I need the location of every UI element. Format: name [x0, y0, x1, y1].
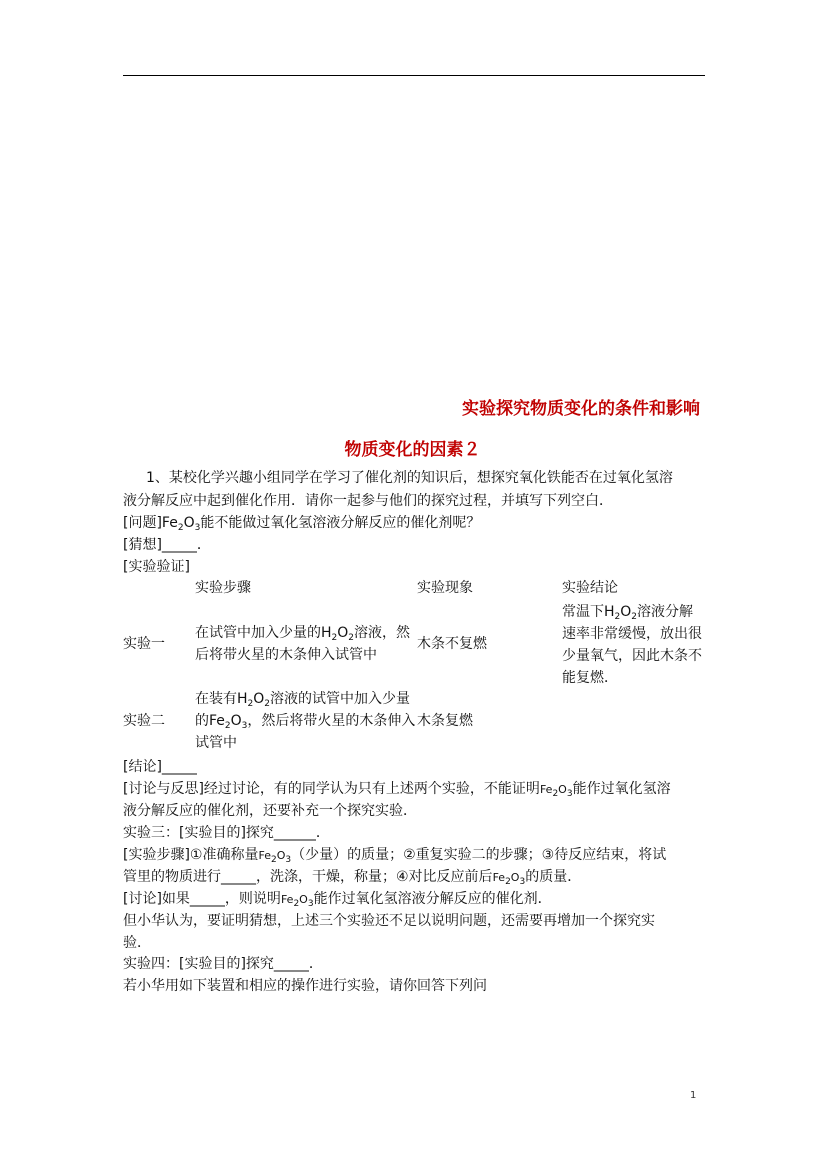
but-line-1: 但小华认为，要证明猜想，上述三个实验还不足以说明问题，还需要再增加一个探究实 — [123, 913, 655, 929]
row1-step-line2: 后将带火星的木条伸入试管中 — [195, 647, 377, 663]
question-mid: O — [183, 515, 195, 531]
conclusion-line: [结论]_____ — [123, 759, 197, 775]
disc2-o: O — [299, 893, 308, 906]
row1-conclusion-line3: 少量氧气，因此木条不 — [562, 648, 702, 664]
row1-conclusion-line2: 速率非常缓慢，放出很 — [562, 626, 702, 642]
question-sub2: 3 — [194, 523, 201, 533]
question-suffix: 能不能做过氧化氢溶液分解反应的催化剂呢？ — [200, 515, 481, 531]
row1-step-text-b: O — [337, 625, 349, 641]
discussion-line-2: 液分解反应的催化剂，还要补充一个探究实验． — [123, 803, 417, 819]
disc2-text-b: 能作过氧化氢溶液分解反应的催化剂． — [313, 891, 552, 907]
steps1-sub1: 2 — [270, 855, 277, 865]
question-prefix: [问题]Fe — [123, 515, 178, 531]
steps2-text-a: 管里的物质进行_____，洗涤，干燥，称量；④对比反应前后 — [123, 869, 493, 885]
intro-line-1: 1、某校化学兴趣小组同学在学习了催化剂的知识后，想探究氧化铁能否在过氧化氢溶 — [146, 470, 673, 486]
row1-name: 实验一 — [123, 636, 165, 652]
table-header-conclusion: 实验结论 — [562, 580, 618, 596]
row2-step-sub2: 2 — [264, 699, 271, 709]
row1-step-text-a: 在试管中加入少量的H — [195, 625, 332, 641]
row2-name: 实验二 — [123, 713, 165, 729]
table-header-phenomenon: 实验现象 — [417, 580, 473, 596]
row2-step2-text-b: O — [230, 713, 242, 729]
but-line-2: 验． — [123, 935, 151, 951]
disc2-sub1: 2 — [293, 899, 300, 909]
verify-line: [实验验证] — [123, 559, 190, 575]
disc2-text-a: [讨论]如果_____，则说明 — [123, 891, 281, 907]
row1-concl-text-a: 常温下H — [562, 604, 615, 620]
steps2-fe: Fe — [492, 871, 506, 884]
steps1-text-b: （少量）的质量；②重复实验二的步骤；③待反应结束，将试 — [291, 847, 667, 863]
row2-step2-sub2: 3 — [241, 721, 248, 731]
page-number: 1 — [690, 1090, 697, 1101]
discuss-fe: Fe — [539, 783, 553, 796]
row2-step-sub1: 2 — [247, 699, 254, 709]
row1-step-text-c: 溶液，然 — [354, 625, 411, 641]
row1-step-sub1: 2 — [331, 633, 338, 643]
last-line: 若小华用如下装置和相应的操作进行实验，请你回答下列问 — [123, 978, 487, 994]
experiment3-line: 实验三：[实验目的]探究______． — [123, 825, 330, 841]
steps2-sub1: 2 — [505, 877, 511, 887]
row1-concl-sub2: 2 — [631, 612, 638, 622]
row1-concl-sub1: 2 — [614, 612, 621, 622]
experiment4-line: 实验四：[实验目的]探究_____． — [123, 956, 323, 972]
steps1-sub2: 3 — [285, 855, 292, 865]
row2-step-text-a: 在装有H — [195, 691, 248, 707]
row2-phenomenon: 木条复燃 — [417, 713, 473, 729]
row2-step2-sub1: 2 — [224, 721, 231, 731]
steps1-o: O — [276, 849, 286, 862]
steps1-text-a: [实验步骤]①准确称量 — [123, 847, 259, 863]
table-header-steps: 实验步骤 — [195, 580, 251, 596]
discuss-text-a: [讨论与反思]经过讨论，有的同学认为只有上述两个实验，不能证明 — [123, 781, 540, 797]
steps2-text-b: 的质量． — [525, 869, 582, 885]
row1-step-sub2: 2 — [348, 633, 355, 643]
discuss-sub1: 2 — [552, 789, 559, 799]
discuss-sub2: 3 — [566, 789, 573, 799]
document-title: 实验探究物质变化的条件和影响 — [462, 399, 700, 419]
row1-conclusion-line4: 能复燃． — [562, 670, 618, 686]
row1-phenomenon: 木条不复燃 — [417, 636, 487, 652]
row2-step-text-b: O — [253, 691, 265, 707]
steps2-sub2: 3 — [519, 877, 526, 887]
guess-line: [猜想]_____． — [123, 537, 211, 553]
row2-step-text-c: 溶液的试管中加入少量 — [270, 691, 411, 707]
steps2-o: O — [510, 871, 520, 884]
question-sub1: 2 — [177, 523, 184, 533]
intro-line-2: 液分解反应中起到催化作用．请你一起参与他们的探究过程，并填写下列空白． — [123, 493, 613, 509]
row1-concl-text-c: 溶液分解 — [637, 604, 694, 620]
discuss-o: O — [558, 783, 567, 796]
row1-concl-text-b: O — [620, 604, 632, 620]
disc2-sub2: 3 — [307, 899, 314, 909]
document-subtitle: 物质变化的因素２ — [344, 440, 481, 460]
discuss-text-b: 能作过氧化氢溶 — [572, 781, 671, 797]
row2-step-line3: 试管中 — [195, 735, 237, 751]
header-rule — [123, 75, 705, 76]
disc2-fe: Fe — [280, 893, 294, 906]
row2-step2-text-a: 的Fe — [195, 713, 225, 729]
steps1-fe: Fe — [258, 849, 271, 862]
row2-step2-text-c: ，然后将带火星的木条伸入 — [247, 713, 416, 729]
